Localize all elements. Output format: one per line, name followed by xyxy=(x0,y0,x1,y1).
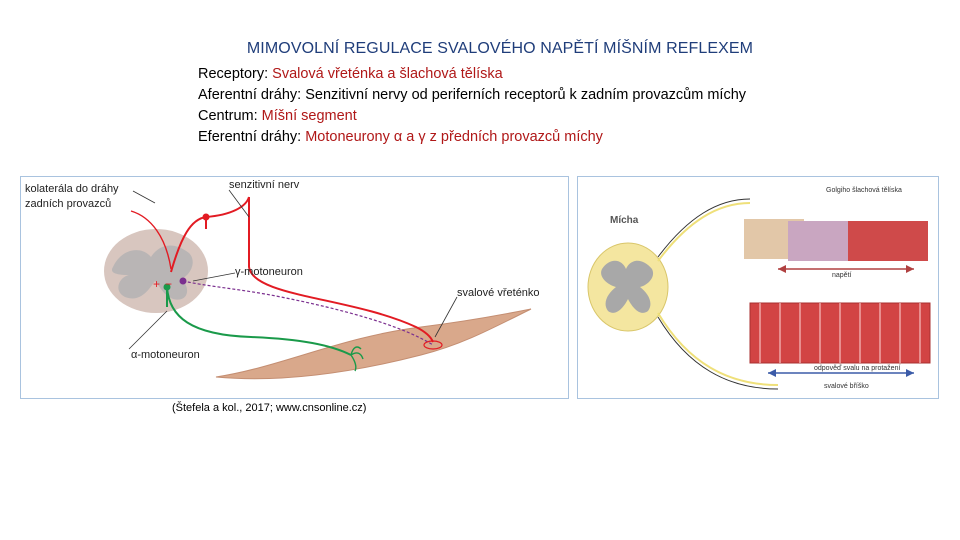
row-center xyxy=(198,106,746,127)
row-efferent xyxy=(198,127,746,148)
citation: (Štefela a kol., 2017; www.cnsonline.cz) xyxy=(172,402,367,414)
row-receptors xyxy=(198,64,746,85)
cord-cross-section xyxy=(588,243,668,331)
definition-list xyxy=(198,64,746,148)
inhibitory-sign: − xyxy=(165,277,173,291)
label-muscle-spindle: svalové vřeténko xyxy=(457,287,540,299)
row-key: Aferentní dráhy: xyxy=(198,87,302,103)
row-afferent xyxy=(198,85,746,106)
row-key: Receptory: xyxy=(198,66,269,82)
row-value: Svalová vřeténka a šlachová tělíska xyxy=(272,66,503,82)
muscle-belly-block xyxy=(750,303,930,363)
label-cord: Mícha xyxy=(610,215,639,226)
label-stretch-response: odpověď svalu na protažení xyxy=(814,365,901,372)
slide-title: MIMOVOLNÍ REGULACE SVALOVÉHO NAPĚTÍ MÍŠNÍM REFLEXEM xyxy=(246,40,754,57)
reflex-arc-figure xyxy=(20,176,569,399)
tendon-block xyxy=(744,219,928,261)
muscle-belly xyxy=(216,309,531,379)
row-key: Centrum: xyxy=(198,108,258,124)
label-tension: napětí xyxy=(832,272,852,279)
row-value: Senzitivní nervy od periferních receptorů k zadním provazcům míchy xyxy=(305,87,747,103)
golgi-tendon-figure xyxy=(577,176,939,399)
label-muscle-belly: svalové bříško xyxy=(824,383,869,390)
label-gamma-motoneuron: γ-motoneuron xyxy=(235,266,303,278)
label-collateral-line1: kolaterála do dráhy xyxy=(25,183,119,195)
label-sensory-nerve: senzitivní nerv xyxy=(229,179,300,191)
excitatory-sign: + xyxy=(153,277,161,291)
row-value: Míšní segment xyxy=(261,108,357,124)
label-golgi: Golgiho šlachová tělíska xyxy=(826,187,902,194)
label-alpha-motoneuron: α-motoneuron xyxy=(131,349,200,361)
row-value: Motoneurony α a γ z předních provazců míchy xyxy=(305,129,603,145)
row-key: Eferentní dráhy: xyxy=(198,129,302,145)
label-collateral-line2: zadních provazců xyxy=(25,198,112,210)
spinal-cord-section xyxy=(104,229,208,313)
